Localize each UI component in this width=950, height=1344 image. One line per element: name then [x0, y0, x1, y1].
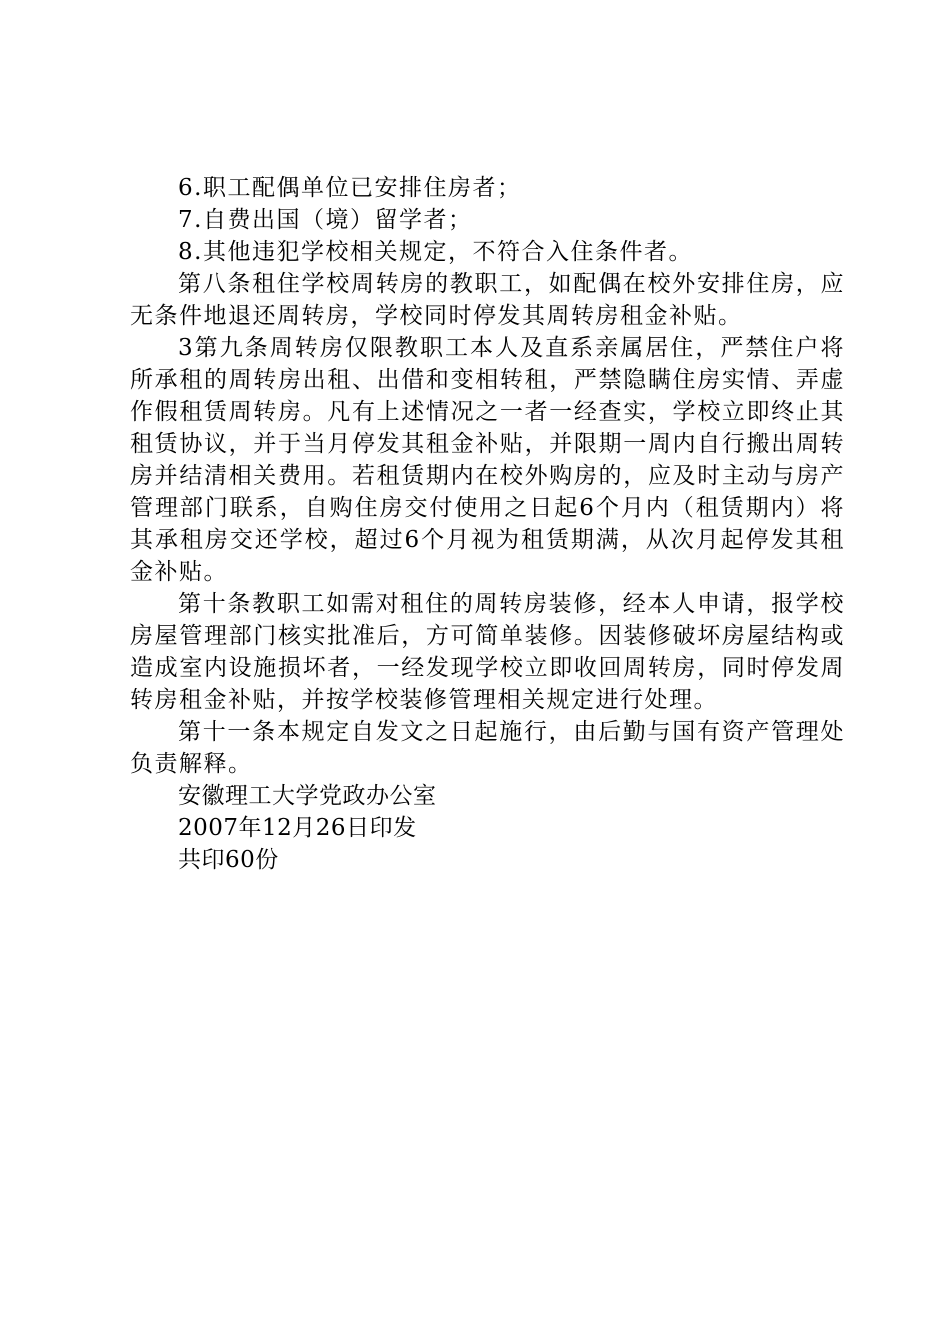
paragraph-article-9: 3第九条周转房仅限教职工本人及直系亲属居住，严禁住户将所承租的周转房出租、出借和变相转租，严禁隐瞒住房实情、弄虚作假租赁周转房。凡有上述情况之一者一经查实，学校立即终止其租赁协议，并于当月停发其租金补贴，并限期一周内自行搬出周转房并结清相关费用。若租赁期内在校外购房的，应及时主动与房产管理部门联系，自购住房交付使用之日起6个月内（租赁期内）将其承租房交还学校，超过6个月视为租赁期满，从次月起停发其租金补贴。 [130, 335, 845, 585]
document-body [130, 172, 845, 876]
issuer-line: 安徽理工大学党政办公室 [178, 783, 437, 809]
paragraph-article-11: 第十一条本规定自发文之日起施行，由后勤与国有资产管理处负责解释。 [130, 719, 845, 777]
copies-line: 共印60份 [178, 847, 279, 873]
paragraph-article-10: 第十条教职工如需对租住的周转房装修，经本人申请，报学校房屋管理部门核实批准后，方可简单装修。因装修破坏房屋结构或造成室内设施损坏者，一经发现学校立即收回周转房，同时停发周转房租金补贴，并按学校装修管理相关规定进行处理。 [130, 591, 845, 713]
print-date-line: 2007年12月26日印发 [178, 815, 417, 841]
paragraph-article-8: 第八条租住学校周转房的教职工，如配偶在校外安排住房，应无条件地退还周转房，学校同时停发其周转房租金补贴。 [130, 271, 845, 329]
paragraph-item-8: 8.其他违犯学校相关规定，不符合入住条件者。 [178, 239, 693, 265]
paragraph-item-6: 6.职工配偶单位已安排住房者； [178, 175, 522, 201]
paragraph-item-7: 7.自费出国（境）留学者； [178, 207, 473, 233]
